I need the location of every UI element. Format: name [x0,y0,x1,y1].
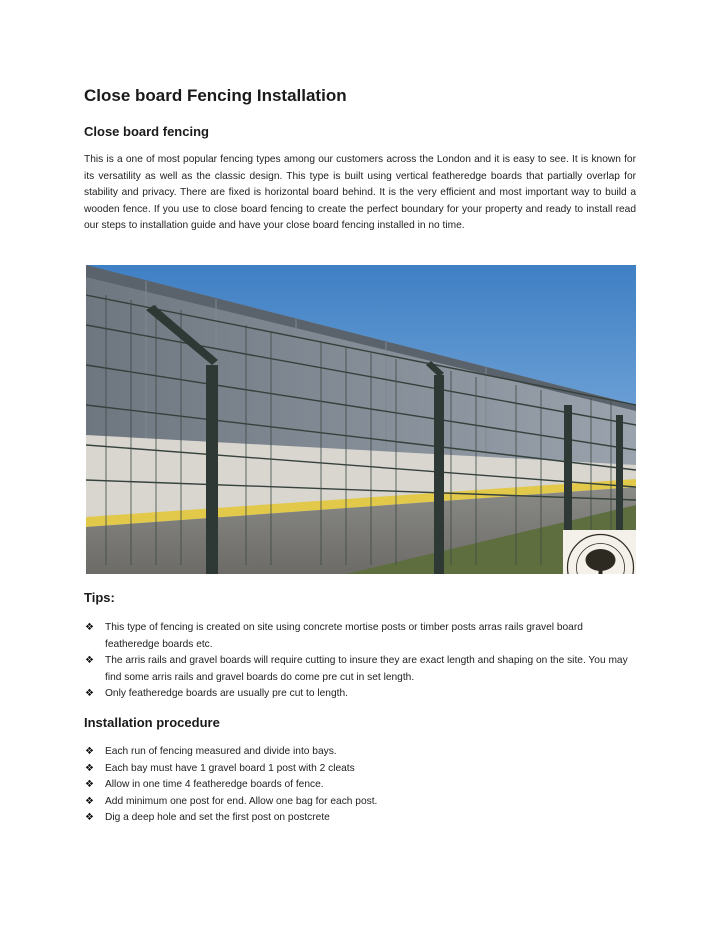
diamond-bullet-icon: ❖ [85,688,94,700]
list-item: ❖ Dig a deep hole and set the first post on postcrete [84,810,636,827]
list-item: ❖ Add minimum one post for end. Allow one bag for each post. [84,794,636,811]
list-item: ❖ Each bay must have 1 gravel board 1 post with 2 cleats [84,761,636,778]
site-logo [563,530,636,574]
diamond-bullet-icon: ❖ [85,779,94,791]
intro-paragraph: This is a one of most popular fencing types among our customers across the London and it is easy to see. It is known for its versatility as well as the classic design. This type is built using vertical featheredge boards that partially overlap for stability and privacy. There are fixed is horizontal board behind. It is the very efficient and most important way to build a wooden fence. If you use to close board fencing to create the perfect boundary for your property and ready to install read our steps to installation guide and have your close board fencing installed in no time. [84,154,636,232]
diamond-bullet-icon: ❖ [85,812,94,824]
fence-photo [86,265,636,574]
section-heading-close-board: Close board fencing [84,124,209,139]
list-item: ❖ Allow in one time 4 featheredge boards of fence. [84,777,636,794]
section-heading-installation: Installation procedure [84,715,220,730]
list-item: ❖ Each run of fencing measured and divide into bays. [84,744,636,761]
installation-list [84,744,636,827]
list-item: ❖ Only featheredge boards are usually pre cut to length. [84,686,636,703]
diamond-bullet-icon: ❖ [85,762,94,774]
page-title: Close board Fencing Installation [84,86,347,105]
list-item: ❖ This type of fencing is created on site using concrete mortise posts or timber posts arras rails gravel board featheredge boards etc. [85,622,583,650]
diamond-bullet-icon: ❖ [85,795,94,807]
diamond-bullet-icon: ❖ [85,746,94,757]
tips-list [84,620,636,703]
diamond-bullet-icon: ❖ [85,622,94,633]
diamond-bullet-icon: ❖ [85,655,94,667]
list-item: ❖ The arris rails and gravel boards will require cutting to insure they are exact length and shaping on the site. You may find some arris rails and gravel boards do come pre cut in set length. [85,655,628,683]
section-heading-tips: Tips: [84,590,115,605]
